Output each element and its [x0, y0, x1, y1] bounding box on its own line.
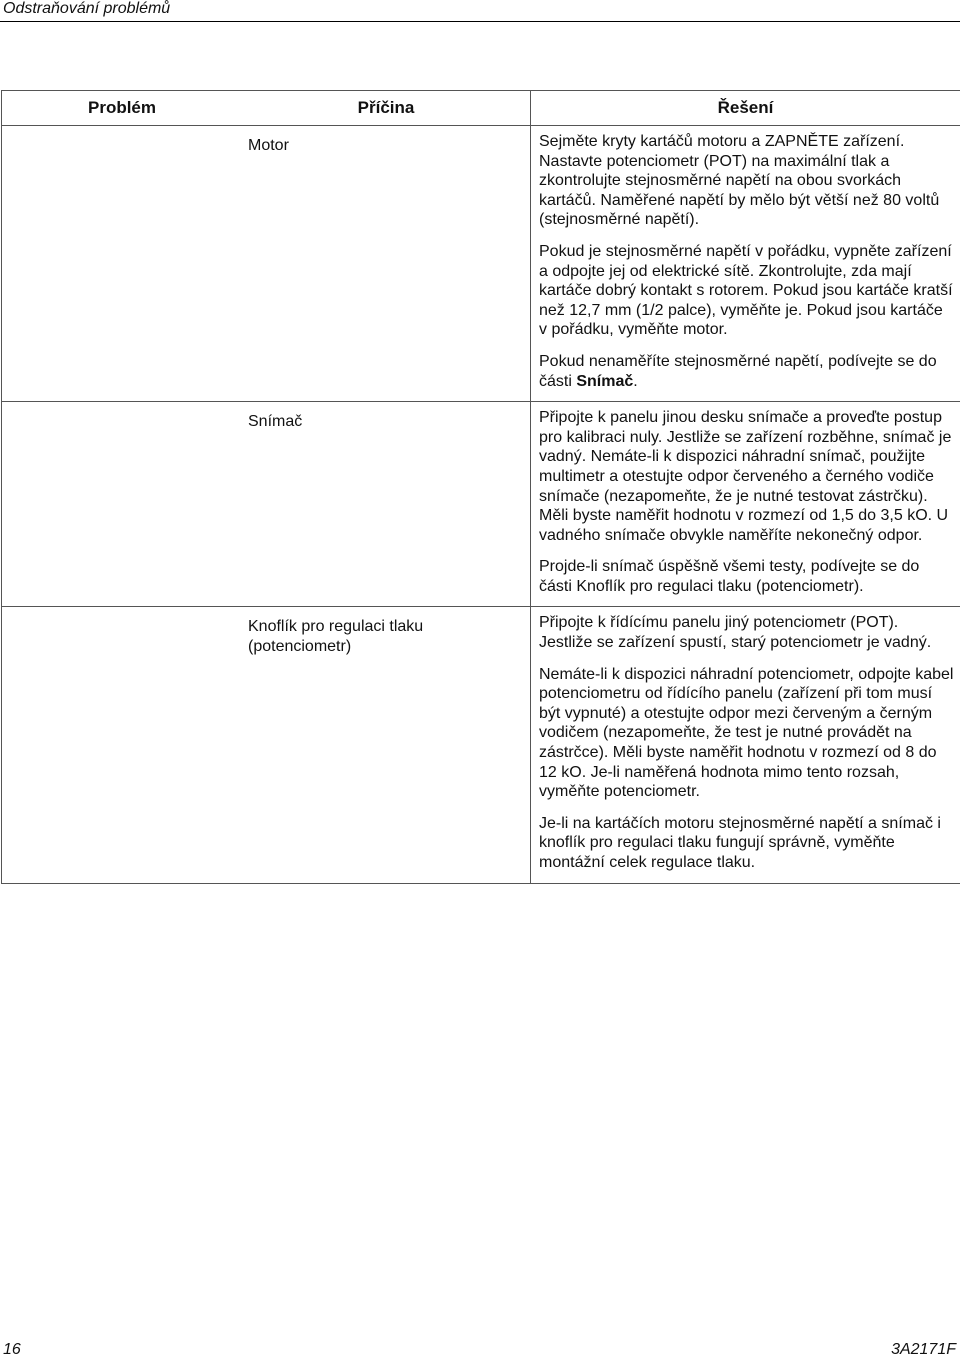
solution-paragraph: Pokud je stejnosměrné napětí v pořádku, vypněte zařízení a odpojte jej od elektrické sítě. Zkontrolujte, zda mají kartáče dobrý kontakt s rotorem. Pokud jsou kartáče kratší než 12,7 mm (1/2 palce), vyměňte je. Pokud jsou kartáče v pořádku, vyměňte motor.	[539, 242, 953, 339]
problem-cell	[2, 126, 243, 402]
solution-paragraph: Připojte k panelu jinou desku snímače a proveďte postup pro kalibraci nuly. Jestliže se zařízení rozběhne, snímač je vadný. Nemáte-li k dispozici náhradní snímač, použijte multimetr a otestujte odpor červeného a černého vodiče snímače (nezapomeňte, že je nutné testovat zástrčku). Měli byste naměřit hodnotu v rozmezí od 1,5 do 3,5 kO. U vadného snímače obvykle naměříte nekonečný odpor.	[539, 409, 952, 544]
solution-paragraph: Projde-li snímač úspěšně všemi testy, podívejte se do části Knoflík pro regulaci tlaku (potenciometr).	[539, 558, 920, 595]
document-code: 3A2171F	[891, 1341, 956, 1358]
solution-cell	[531, 126, 960, 402]
problem-cell	[2, 607, 243, 883]
column-header-cause: Příčina	[242, 91, 531, 126]
solution-text: Pokud nenaměříte stejnosměrné napětí, podívejte se do části	[539, 352, 937, 390]
solution-paragraph	[539, 352, 954, 391]
cause-cell	[242, 126, 531, 402]
column-header-problem: Problém	[2, 91, 243, 126]
solution-cell	[531, 607, 960, 883]
cause-text: Motor	[248, 137, 289, 154]
solution-text-suffix: .	[633, 372, 638, 390]
solution-cell	[531, 402, 960, 607]
table-row	[2, 402, 960, 607]
header-divider	[0, 21, 960, 22]
troubleshooting-table	[1, 90, 960, 884]
solution-paragraph: Nemáte-li k dispozici náhradní potenciometr, odpojte kabel potenciometru od řídícího panelu (zařízení při tom musí být vypnuté) a otestujte odpor mezi červeným a černým vodičem (nezapomeňte, že test je nutné provádět na zástrčce). Měli byste naměřit hodnotu v rozmezí od 8 do 12 kO. Je-li naměřená hodnota mimo tento rozsah, vyměňte potenciometr.	[539, 665, 954, 801]
table-row	[2, 607, 960, 883]
page-header-title: Odstraňování problémů	[3, 0, 171, 17]
solution-paragraph: Připojte k řídícímu panelu jiný potenciometr (POT). Jestliže se zařízení spustí, starý potenciometr je vadný.	[539, 614, 932, 652]
page-number: 16	[3, 1341, 21, 1358]
cause-text: Knoflík pro regulaci tlaku (potenciometr)	[248, 618, 424, 656]
cause-cell	[242, 402, 531, 607]
cause-text: Snímač	[248, 413, 303, 431]
cause-cell	[242, 607, 531, 883]
cross-reference: Snímač	[576, 372, 634, 390]
table-header-row	[2, 91, 960, 126]
column-header-solution: Řešení	[531, 91, 960, 126]
table-row	[2, 126, 960, 402]
solution-paragraph: Je-li na kartáčích motoru stejnosměrné napětí a snímač i knoflík pro regulaci tlaku fungují správně, vyměňte montážní celek regulace tlaku.	[539, 814, 941, 871]
problem-cell	[2, 402, 243, 607]
solution-paragraph: Sejměte kryty kartáčů motoru a ZAPNĚTE zařízení. Nastavte potenciometr (POT) na maximální tlak a zkontrolujte stejnosměrné napětí na obou svorkách kartáčů. Naměřené napětí by mělo být větší než 80 voltů (stejnosměrné napětí).	[539, 133, 940, 229]
